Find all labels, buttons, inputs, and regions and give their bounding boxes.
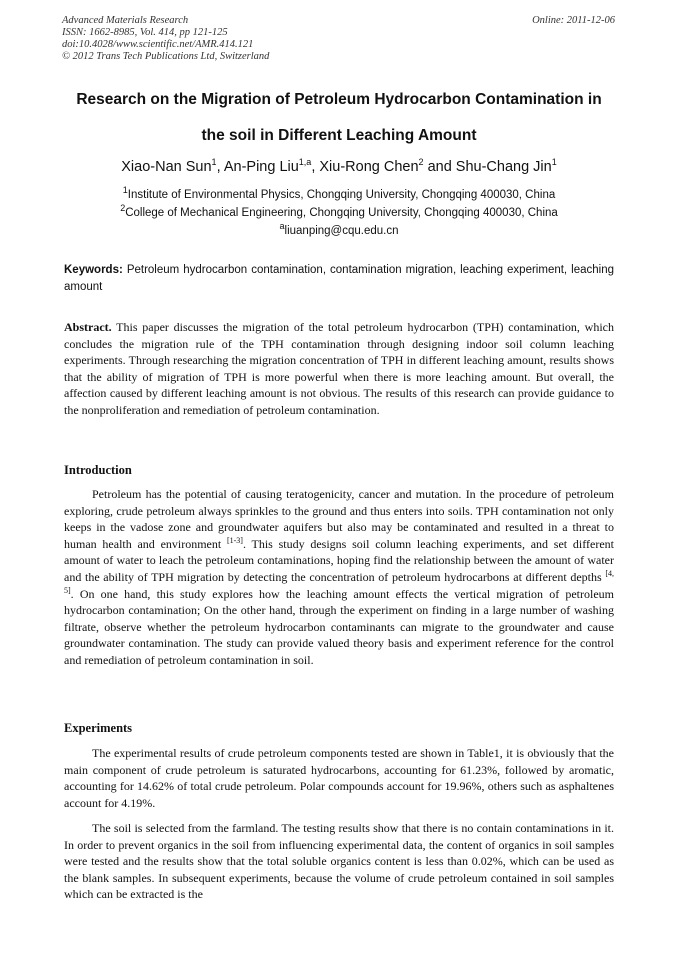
abstract-block — [64, 319, 614, 419]
keywords-label: Keywords: — [64, 264, 123, 276]
issn-line: ISSN: 1662-8985, Vol. 414, pp 121-125 — [62, 27, 228, 38]
affiliation-mark: 2 — [120, 203, 126, 214]
email-text: liuanping@cqu.edu.cn — [284, 225, 399, 237]
author-affil-mark: 1,a — [298, 157, 312, 168]
paper-title-line-2: the soil in Different Leaching Amount — [201, 127, 477, 144]
abstract-text: This paper discusses the migration of the total petroleum hydrocarbon (TPH) contamination, which concludes the migration rule of the TPH contamination through designing indoor soil column leaching experiments. Through researching the migration concentration of TPH in different leaching amount, results shows that the ability of migration of TPH is more powerful when there is more leaching amount. But overall, the affection caused by different leaching amount is not obvious. The results of this research can provide guidance to the nonproliferation and remediation of petroleum contamination. — [64, 320, 614, 417]
author-name: Xiao-Nan Sun — [121, 159, 212, 175]
experiments-paragraph-2: The soil is selected from the farmland. The testing results show that there is no contain contaminations in it. In order to prevent organics in the soil from influencing experimental data, the content of organics in soil samples were tested and the results show that the total soluble organics content is less than 0.02%, which can be used as the blank samples. In subsequent experiments, because the volume of crude petroleum contained in soil samples which can be extracted is the — [64, 821, 614, 902]
author-affil-mark: 1 — [551, 157, 557, 168]
online-date: Online: 2011-12-06 — [532, 15, 615, 26]
affiliation-mark: 1 — [122, 185, 128, 196]
citation: [1-3] — [226, 535, 243, 545]
author-list — [30, 159, 648, 175]
introduction-heading: Introduction — [64, 463, 132, 477]
abstract-label: Abstract. — [64, 320, 112, 334]
experiments-paragraph-1: The experimental results of crude petroleum components tested are shown in Table1, it is obviously that the main component of crude petroleum is saturated hydrocarbons, accounting for 61.23%, followed by aromatic, accounting for 14.62% of total crude petroleum. Polar compounds account for 19.96%, others such as asphaltenes account for 4.19%. — [64, 746, 614, 810]
introduction-paragraph — [64, 486, 614, 669]
paper-title-line-1: Research on the Migration of Petroleum Hydrocarbon Contamination in — [76, 91, 602, 108]
affiliation-text: College of Mechanical Engineering, Chongqing University, Chongqing 400030, China — [125, 207, 558, 219]
email-mark: a — [279, 221, 285, 232]
affiliation-text: Institute of Environmental Physics, Chongqing University, Chongqing 400030, China — [127, 189, 556, 201]
doi-line: doi:10.4028/www.scientific.net/AMR.414.121 — [62, 39, 254, 50]
author-separator: , — [216, 159, 224, 175]
author-name: An-Ping Liu — [223, 159, 299, 175]
citation: [4, 5] — [64, 568, 614, 595]
copyright-line: © 2012 Trans Tech Publications Ltd, Switzerland — [62, 51, 270, 62]
journal-name: Advanced Materials Research — [62, 15, 189, 26]
keywords-block — [64, 262, 614, 296]
author-separator: , — [311, 159, 320, 175]
journal-header — [62, 15, 269, 63]
keywords-text: Petroleum hydrocarbon contamination, contamination migration, leaching experiment, leaching amount — [64, 264, 614, 293]
paragraph-text: . This study designs soil column leaching experiments, and set different amount of water to leach the petroleum contaminations, hoping find the relationship between the amount of water and the ability of TPH migration by detecting the concentration of petroleum hydrocarbons at different depths — [64, 536, 614, 584]
experiments-heading: Experiments — [64, 721, 133, 735]
paragraph-text: . On one hand, this study explores how the leaching amount effects the vertical migration of petroleum hydrocarbon contamination; On the other hand, through the experiment on finding in a large number of washing filtrate, observe whether the petroleum hydrocarbon contaminants can migrate to the groundwater and cause groundwater contamination. The study can provide valued theory basis and experiment reference for the control and remediation of petroleum contamination in soil. — [64, 586, 614, 667]
author-email — [30, 221, 648, 237]
author-affil-mark: 1 — [211, 157, 217, 168]
affiliation-1 — [30, 185, 648, 201]
affiliation-2 — [30, 203, 648, 219]
author-separator: and — [423, 159, 456, 175]
author-name: Xiu-Rong Chen — [319, 159, 419, 175]
paragraph-text: Petroleum has the potential of causing teratogenicity, cancer and mutation. In the procedure of petroleum exploring, crude petroleum always sprinkles to the ground and thus enters into soils. TPH contamination not only keeps in the vadose zone and groundwater aquifers but also may be contaminated and resulted in a threat to human health and environment — [64, 487, 614, 551]
author-name: Shu-Chang Jin — [455, 159, 552, 175]
author-affil-mark: 2 — [418, 157, 424, 168]
